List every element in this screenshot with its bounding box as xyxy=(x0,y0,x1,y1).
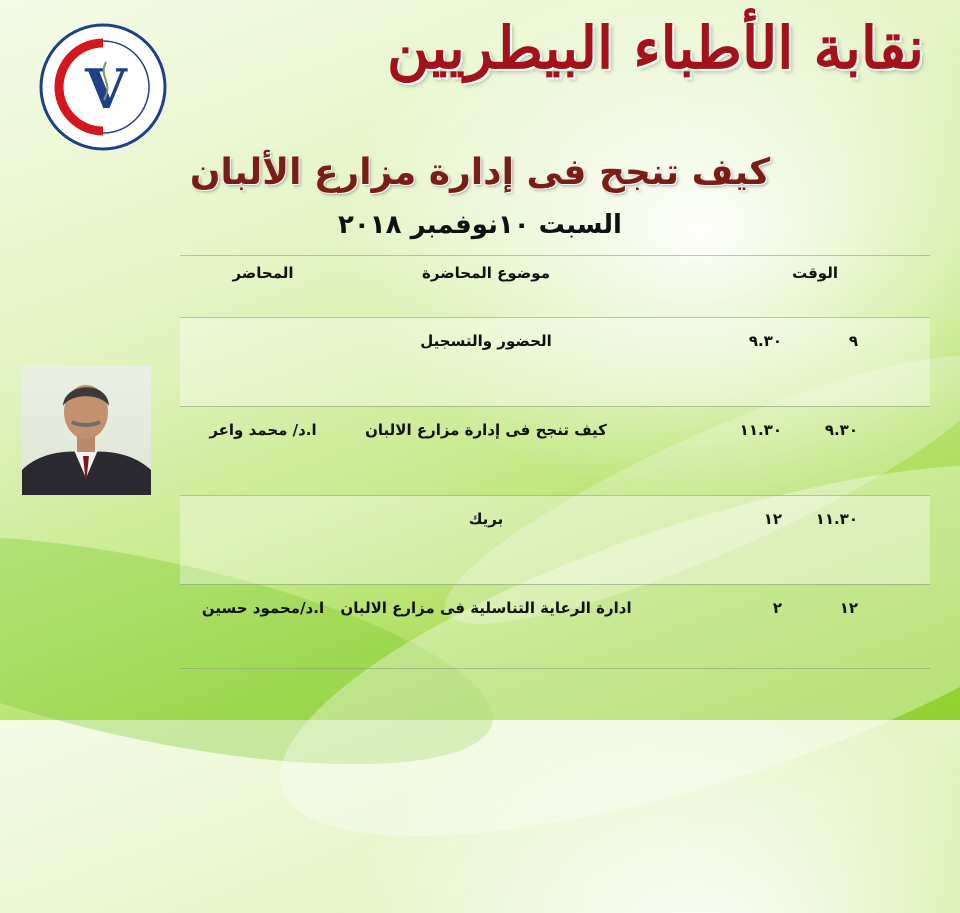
header-speaker: المحاضر xyxy=(232,264,294,282)
lecture-topic: ادارة الرعاية التناسلية فى مزارع الالبان xyxy=(340,599,632,617)
header-topic: موضوع المحاضرة xyxy=(421,264,550,282)
time-to: ١١.٣٠ xyxy=(739,421,782,439)
header-time: الوقت xyxy=(792,264,838,282)
time-from: ٩.٣٠ xyxy=(824,421,858,439)
time-to: ٩.٣٠ xyxy=(748,332,782,350)
time-from: ١١.٣٠ xyxy=(815,510,858,528)
table-bottom-divider xyxy=(180,668,930,669)
syndicate-logo xyxy=(38,22,168,152)
lecture-topic: بريك xyxy=(468,510,504,528)
lecturer-name: ا.د/ محمد واعر xyxy=(209,421,317,439)
svg-text:V: V xyxy=(85,57,127,121)
time-to: ١٢ xyxy=(763,510,782,528)
lecturer-name: ا.د/محمود حسين xyxy=(201,599,325,617)
syndicate-name: نقابة الأطباء البيطريين xyxy=(386,14,924,82)
lecture-topic: كيف تنجح فى إدارة مزارع الالبان xyxy=(365,421,607,439)
lecturer-photo xyxy=(22,366,151,495)
time-from: ٩ xyxy=(848,332,858,350)
table-row xyxy=(180,406,930,495)
table-row xyxy=(180,317,930,406)
time-to: ٢ xyxy=(772,599,782,617)
table-header-row xyxy=(180,255,930,317)
lecture-topic: الحضور والتسجيل xyxy=(420,332,552,350)
page-title: كيف تنجح فى إدارة مزارع الألبان xyxy=(189,152,771,193)
schedule-table xyxy=(180,255,930,673)
table-row xyxy=(180,584,930,673)
event-date: السبت ١٠نوفمبر ٢٠١٨ xyxy=(338,210,622,240)
time-from: ١٢ xyxy=(839,599,858,617)
table-row xyxy=(180,495,930,584)
